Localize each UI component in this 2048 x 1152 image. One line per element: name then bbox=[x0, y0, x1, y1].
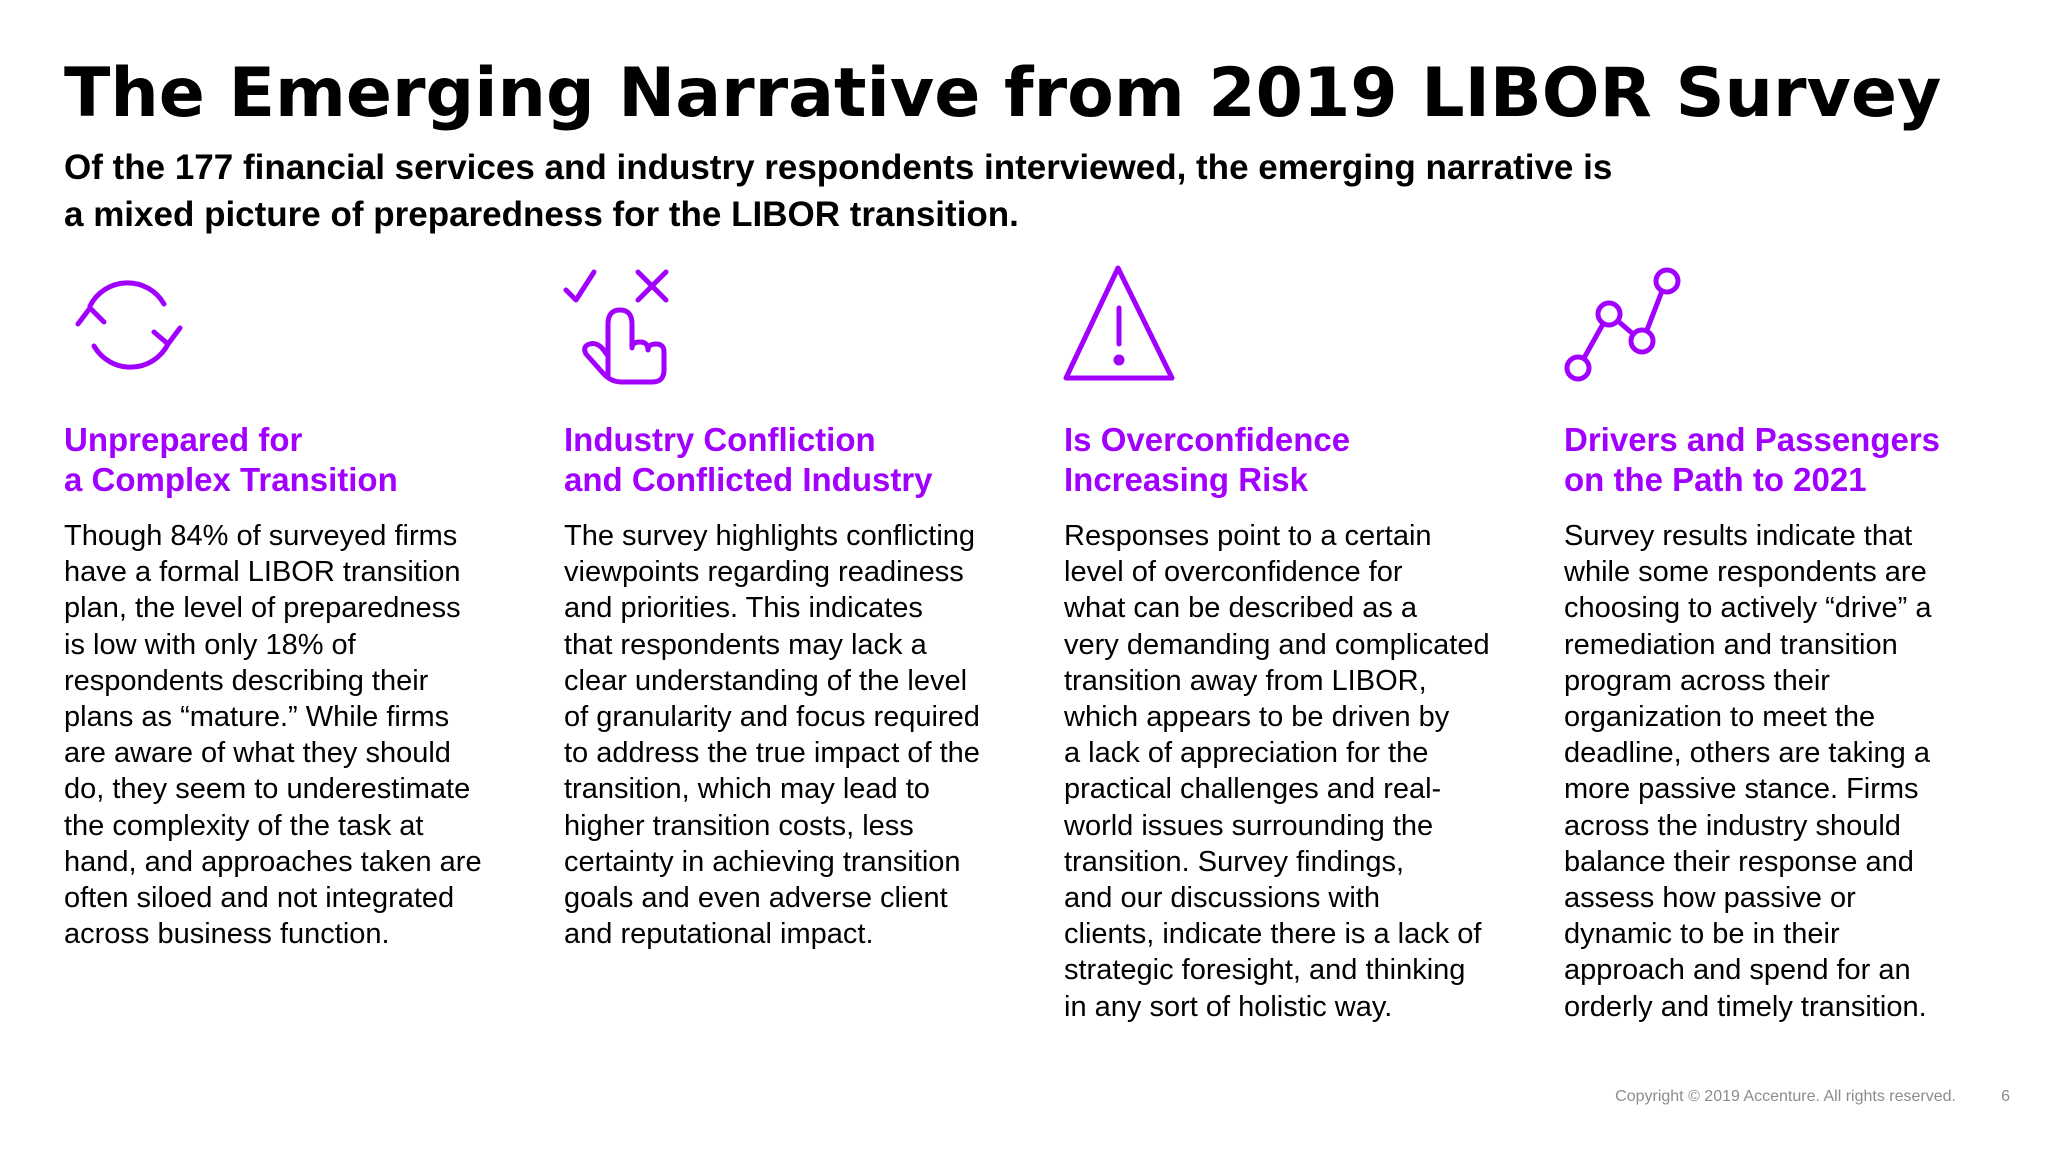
body-line: choosing to actively “drive” a bbox=[1564, 592, 1932, 625]
body-line: balance their response and bbox=[1564, 845, 1914, 878]
column-heading-line: on the Path to 2021 bbox=[1564, 461, 1867, 498]
column-heading-line: Increasing Risk bbox=[1064, 461, 1308, 498]
column-heading-line: Drivers and Passengers bbox=[1564, 421, 1941, 458]
body-line: more passive stance. Firms bbox=[1564, 773, 1919, 806]
body-line: and our discussions with bbox=[1064, 882, 1380, 915]
body-line: goals and even adverse client bbox=[564, 882, 948, 915]
body-line: have a formal LIBOR transition bbox=[64, 556, 461, 589]
body-line: what can be described as a bbox=[1064, 592, 1418, 625]
body-line: which appears to be driven by bbox=[1064, 701, 1450, 734]
body-line: clients, indicate there is a lack of bbox=[1064, 918, 1482, 951]
column-heading bbox=[1564, 420, 2024, 500]
body-line: clear understanding of the level bbox=[564, 664, 968, 697]
body-line: transition, which may lead to bbox=[564, 773, 930, 806]
body-line: respondents describing their bbox=[64, 664, 429, 697]
body-line: are aware of what they should bbox=[64, 737, 451, 770]
body-line: Responses point to a certain bbox=[1064, 520, 1432, 552]
body-line: orderly and timely transition. bbox=[1564, 990, 1927, 1023]
body-line: program across their bbox=[1564, 664, 1830, 697]
body-line: higher transition costs, less bbox=[564, 809, 914, 842]
body-line: and priorities. This indicates bbox=[564, 592, 923, 625]
body-line: transition away from LIBOR, bbox=[1064, 664, 1427, 697]
column-heading-line: a Complex Transition bbox=[64, 461, 398, 498]
body-line: transition. Survey findings, bbox=[1064, 845, 1405, 878]
hand-check-cross-icon bbox=[564, 260, 694, 390]
column-body bbox=[1564, 518, 2024, 1025]
body-line: Though 84% of surveyed firms bbox=[64, 520, 458, 552]
body-line: deadline, others are taking a bbox=[1564, 737, 1930, 770]
body-line: and reputational impact. bbox=[564, 918, 874, 951]
column-body bbox=[1064, 518, 1524, 1025]
body-line: approach and spend for an bbox=[1564, 954, 1911, 987]
body-line: a lack of appreciation for the bbox=[1064, 737, 1429, 770]
column-heading bbox=[64, 420, 524, 500]
body-line: of granularity and focus required bbox=[564, 701, 980, 734]
body-line: assess how passive or bbox=[1564, 882, 1856, 915]
body-line: viewpoints regarding readiness bbox=[564, 556, 964, 589]
body-line: very demanding and complicated bbox=[1064, 628, 1490, 661]
body-line: Survey results indicate that bbox=[1564, 520, 1913, 552]
body-line: remediation and transition bbox=[1564, 628, 1898, 661]
body-line: plans as “mature.” While firms bbox=[64, 701, 450, 734]
body-line: while some respondents are bbox=[1564, 556, 1927, 589]
body-line: often siloed and not integrated bbox=[64, 882, 455, 915]
body-line: in any sort of holistic way. bbox=[1064, 990, 1393, 1023]
body-line: across the industry should bbox=[1564, 809, 1901, 842]
body-line: strategic foresight, and thinking bbox=[1064, 954, 1466, 987]
refresh-cycle-icon bbox=[64, 260, 194, 390]
body-line: dynamic to be in their bbox=[1564, 918, 1840, 951]
body-line: plan, the level of preparedness bbox=[64, 592, 461, 625]
column-heading-line: Industry Confliction bbox=[564, 421, 876, 458]
column-body bbox=[64, 518, 524, 952]
path-nodes-icon bbox=[1564, 260, 1694, 390]
body-line: the complexity of the task at bbox=[64, 809, 424, 842]
column-heading-line: and Conflicted Industry bbox=[564, 461, 933, 498]
footer-copyright: Copyright © 2019 Accenture. All rights reserved. bbox=[1615, 1088, 1956, 1105]
column-heading bbox=[1064, 420, 1524, 500]
page-number: 6 bbox=[2001, 1088, 2010, 1105]
body-line: across business function. bbox=[64, 918, 390, 951]
body-line: practical challenges and real- bbox=[1064, 773, 1442, 806]
body-line: is low with only 18% of bbox=[64, 628, 356, 661]
page-title: The Emerging Narrative from 2019 LIBOR Survey bbox=[64, 54, 1942, 133]
page-subtitle: Of the 177 financial services and industry respondents interviewed, the emerging narrative is a mixed picture of preparedness for the LIBOR transition. bbox=[64, 148, 1613, 234]
column-body bbox=[564, 518, 1024, 952]
warning-triangle-icon bbox=[1064, 260, 1194, 390]
body-line: to address the true impact of the bbox=[564, 737, 980, 770]
body-line: organization to meet the bbox=[1564, 701, 1876, 734]
body-line: The survey highlights conflicting bbox=[564, 520, 976, 552]
column-heading-line: Unprepared for bbox=[64, 421, 303, 458]
body-line: level of overconfidence for bbox=[1064, 556, 1403, 589]
body-line: world issues surrounding the bbox=[1064, 809, 1434, 842]
body-line: hand, and approaches taken are bbox=[64, 845, 482, 878]
body-line: do, they seem to underestimate bbox=[64, 773, 471, 806]
column-heading bbox=[564, 420, 1024, 500]
body-line: that respondents may lack a bbox=[564, 628, 927, 661]
column-heading-line: Is Overconfidence bbox=[1064, 421, 1351, 458]
body-line: certainty in achieving transition bbox=[564, 845, 961, 878]
